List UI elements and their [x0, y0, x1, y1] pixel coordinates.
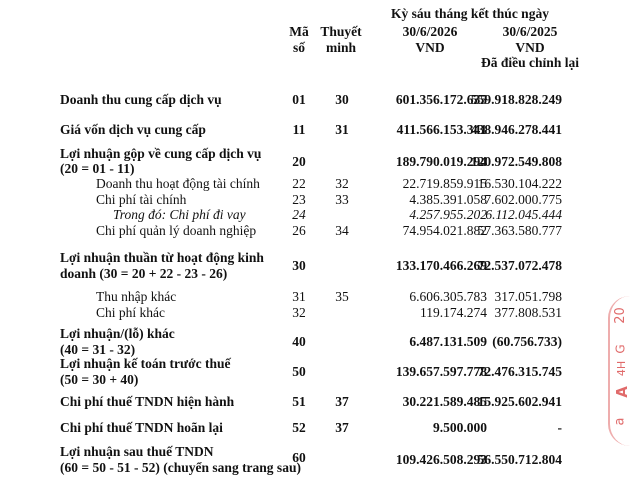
row-value-2025: 72.476.315.745 [477, 364, 562, 379]
unit-header-2: VND [515, 40, 545, 55]
row-value-2026: 74.954.021.882 [402, 223, 487, 238]
stamp-fragment: A [612, 386, 631, 398]
row-value-2025: 120.972.549.808 [470, 154, 562, 169]
row-value-2025: 317.051.798 [494, 289, 562, 304]
row-label: Lợi nhuận thuần từ hoạt động kinh [60, 250, 264, 265]
row-code: 01 [292, 92, 306, 107]
code-header-line1: Mã [289, 24, 309, 39]
note-header-line1: Thuyết [320, 24, 362, 39]
row-value-2025: 56.550.712.804 [477, 452, 562, 467]
row-value-2026: 109.426.508.293 [395, 452, 487, 467]
row-code: 20 [292, 154, 306, 169]
row-code: 32 [292, 305, 306, 320]
row-code: 24 [292, 207, 306, 222]
date-header-2: 30/6/2025 [502, 24, 558, 39]
row-label: Lợi nhuận gộp về cung cấp dịch vụ [60, 146, 262, 161]
row-code: 60 [292, 450, 306, 465]
row-code: 26 [292, 223, 306, 238]
stamp-fragment: 20 [612, 307, 628, 324]
stamp-fragment: a [612, 417, 628, 426]
row-value-2025: - [557, 420, 562, 435]
row-value-2026: 4.257.955.202 [409, 207, 487, 222]
restated-header: Đã điều chỉnh lại [481, 55, 579, 70]
row-value-2026: 139.657.597.778 [395, 364, 487, 379]
row-label: Lợi nhuận sau thuế TNDN [60, 444, 214, 459]
row-note: 34 [335, 223, 349, 238]
row-label: Thu nhập khác [96, 289, 177, 304]
row-code: 11 [292, 122, 306, 137]
row-value-2026: 601.356.172.635 [395, 92, 487, 107]
row-label-line2: (20 = 01 - 11) [60, 161, 135, 176]
row-value-2026: 119.174.274 [420, 305, 487, 320]
row-label: Doanh thu hoạt động tài chính [96, 176, 260, 191]
row-label: Chi phí quản lý doanh nghiệp [96, 223, 257, 238]
period-header: Kỳ sáu tháng kết thúc ngày [391, 6, 549, 21]
row-value-2026: 22.719.859.915 [402, 176, 487, 191]
row-value-2026: 9.500.000 [433, 420, 487, 435]
row-note: 35 [335, 289, 349, 304]
row-value-2025: 72.537.072.478 [477, 258, 562, 273]
row-value-2025: 57.363.580.777 [477, 223, 562, 238]
row-code: 22 [292, 176, 306, 191]
row-code: 40 [292, 334, 306, 349]
stamp-fragment: 4H [615, 360, 629, 377]
row-code: 52 [292, 420, 306, 435]
row-note: 31 [335, 122, 349, 137]
row-value-2026: 411.566.153.341 [396, 122, 487, 137]
row-label: Doanh thu cung cấp dịch vụ [60, 92, 222, 107]
row-value-2026: 189.790.019.294 [395, 154, 487, 169]
row-label: Chi phí tài chính [96, 192, 187, 207]
row-note: 32 [335, 176, 349, 191]
row-value-2025: 15.925.602.941 [477, 394, 562, 409]
row-note: 30 [335, 92, 349, 107]
row-label-line2: (60 = 50 - 51 - 52) (chuyển sang trang sau) [60, 460, 301, 475]
stamp-fragment: G [613, 344, 628, 354]
row-note: 37 [335, 394, 349, 409]
row-code: 30 [292, 258, 306, 273]
row-value-2026: 6.606.305.783 [409, 289, 487, 304]
date-header-1: 30/6/2026 [402, 24, 458, 39]
row-label: Lợi nhuận kế toán trước thuế [60, 356, 231, 371]
row-value-2025: 16.530.104.222 [477, 176, 562, 191]
row-label-line2: doanh (30 = 20 + 22 - 23 - 26) [60, 266, 228, 281]
row-code: 23 [292, 192, 306, 207]
row-value-2026: 4.385.391.058 [409, 192, 487, 207]
row-value-2025: (60.756.733) [492, 334, 562, 349]
stamp-border [608, 296, 635, 446]
row-label-line2: (50 = 30 + 40) [60, 372, 139, 387]
row-label: Lợi nhuận/(lỗ) khác [60, 326, 175, 341]
note-header-line2: minh [325, 40, 356, 55]
row-label: Chi phí thuế TNDN hiện hành [60, 394, 235, 409]
row-code: 31 [292, 289, 306, 304]
row-code: 51 [292, 394, 306, 409]
row-code: 50 [292, 364, 306, 379]
row-label-line2: (40 = 31 - 32) [60, 342, 136, 357]
row-note: 37 [335, 420, 349, 435]
row-value-2025: 559.918.828.249 [470, 92, 562, 107]
row-label: Chi phí khác [96, 305, 165, 320]
row-label: Trong đó: Chi phí đi vay [113, 207, 246, 222]
row-note: 33 [335, 192, 349, 207]
row-value-2025: 438.946.278.441 [470, 122, 562, 137]
unit-header-1: VND [415, 40, 445, 55]
row-value-2026: 30.221.589.485 [402, 394, 487, 409]
row-value-2025: 377.808.531 [494, 305, 562, 320]
row-value-2026: 6.487.131.509 [409, 334, 487, 349]
row-value-2026: 133.170.466.269 [395, 258, 487, 273]
row-label: Chi phí thuế TNDN hoãn lại [60, 420, 223, 435]
row-label: Giá vốn dịch vụ cung cấp [60, 122, 206, 137]
row-value-2025: 6.112.045.444 [485, 207, 562, 222]
code-header-line2: số [292, 40, 305, 55]
row-value-2025: 7.602.000.775 [484, 192, 562, 207]
